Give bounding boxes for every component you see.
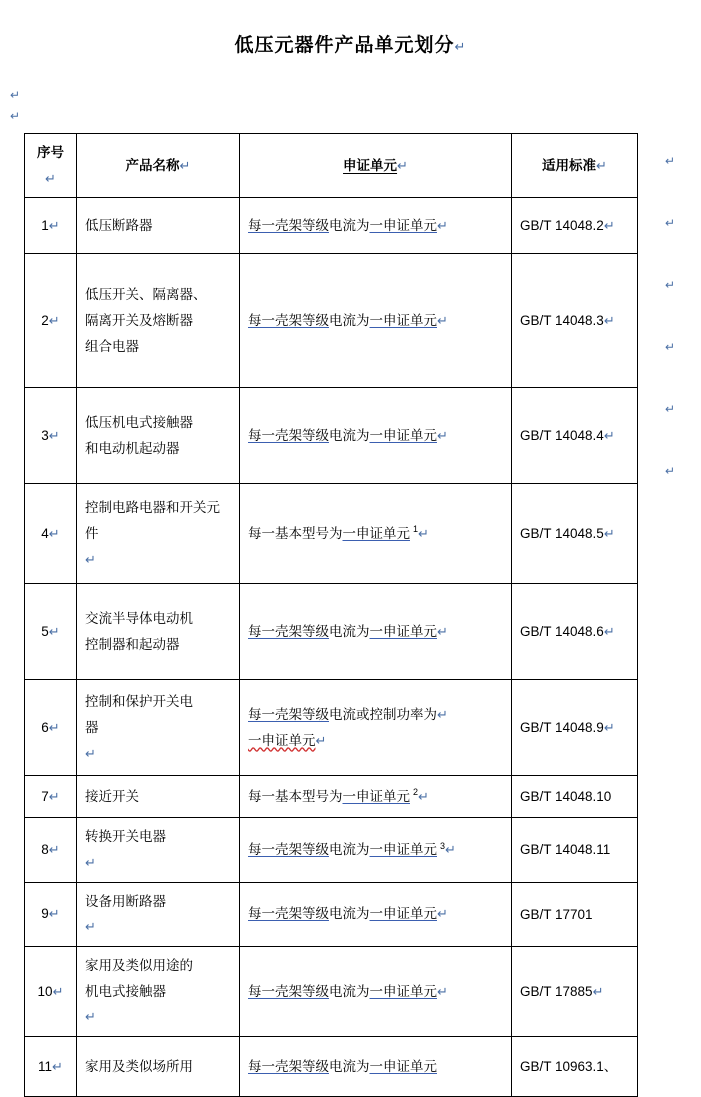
paragraph-mark: ↵: [10, 109, 21, 123]
row-no: 10↵: [25, 946, 77, 1036]
row-no: 6↵: [25, 680, 77, 776]
row-product-name: [77, 1036, 240, 1096]
unit-plain-pre: 每一基本型号为: [248, 525, 343, 541]
page-title-text: 低压元器件产品单元划分: [234, 35, 455, 56]
pilcrow-mark: ↵: [437, 217, 448, 233]
pilcrow-mark: ↵: [48, 525, 60, 541]
table-row: [25, 882, 638, 946]
row-unit: [240, 776, 512, 818]
pilcrow-mark: ↵: [48, 623, 60, 639]
right-margin-marks: [665, 130, 679, 502]
pilcrow-mark: ↵: [437, 427, 448, 443]
column-header-unit: [240, 134, 512, 198]
row-unit: [240, 946, 512, 1036]
row-product-name: [77, 484, 240, 584]
row-product-name: [77, 776, 240, 818]
unit-underlined-pre: 每一壳架等级: [248, 906, 329, 922]
product-name-line: 隔离开关及熔断器: [85, 313, 193, 328]
column-header-no-label: 序号: [37, 145, 64, 160]
product-name-line: 和电动机起动器: [85, 440, 180, 456]
product-name-line: 低压开关、隔离器、: [85, 287, 207, 303]
column-header-name-label: 产品名称: [125, 157, 180, 173]
row-standard: GB/T 14048.10: [512, 776, 638, 818]
table-row: [25, 484, 638, 584]
pilcrow-mark: ↵: [596, 157, 607, 173]
pilcrow-mark: ↵: [445, 842, 456, 858]
row-product-name: [77, 680, 240, 776]
pilcrow-mark: ↵: [603, 525, 615, 541]
paragraph-mark: ↵: [665, 340, 676, 354]
unit-mid: 电流为: [329, 1058, 370, 1074]
left-margin-marks: [10, 85, 24, 127]
row-standard: GB/T 14048.6↵: [512, 584, 638, 680]
pilcrow-mark: ↵: [85, 854, 96, 870]
row-no: 9↵: [25, 882, 77, 946]
table-row: [25, 584, 638, 680]
pilcrow-mark: ↵: [85, 551, 96, 567]
pilcrow-mark: ↵: [48, 906, 60, 922]
row-product-name: [77, 198, 240, 254]
row-unit: [240, 484, 512, 584]
table-row: [25, 776, 638, 818]
column-header-name: [77, 134, 240, 198]
row-unit: [240, 680, 512, 776]
table-row: [25, 1036, 638, 1096]
row-product-name: [77, 388, 240, 484]
row-no: 11↵: [25, 1036, 77, 1096]
row-product-name: [77, 882, 240, 946]
product-name-line: 低压机电式接触器: [85, 415, 193, 431]
row-unit: [240, 584, 512, 680]
paragraph-mark: ↵: [665, 402, 676, 416]
pilcrow-mark: ↵: [603, 312, 615, 328]
pilcrow-mark: ↵: [85, 1009, 96, 1025]
paragraph-mark: ↵: [665, 216, 676, 230]
unit-underlined-post: 一申证单元: [342, 788, 410, 804]
row-unit: [240, 254, 512, 388]
row-standard: GB/T 14048.4↵: [512, 388, 638, 484]
pilcrow-mark: ↵: [179, 157, 191, 173]
product-name-line: 设备用断路器: [85, 893, 166, 909]
unit-footnote-ref: 1: [413, 524, 419, 535]
unit-underlined-post: 一申证单元: [248, 732, 316, 748]
product-name-line: 低压断路器: [85, 218, 153, 233]
unit-underlined-post: 一申证单元: [369, 427, 437, 443]
row-unit: [240, 388, 512, 484]
table-row: [25, 198, 638, 254]
row-standard: GB/T 14048.9↵: [512, 680, 638, 776]
unit-mid: 电流为: [329, 623, 370, 639]
pilcrow-mark: ↵: [437, 983, 448, 999]
row-standard: GB/T 10963.1、: [512, 1036, 638, 1096]
pilcrow-mark: ↵: [437, 312, 448, 328]
product-name-line: 控制器和起动器: [85, 636, 180, 652]
unit-underlined-pre: 每一壳架等级: [248, 427, 329, 443]
unit-underlined-post: 一申证单元: [369, 842, 437, 858]
table-row: [25, 388, 638, 484]
row-no: 3↵: [25, 388, 77, 484]
pilcrow-mark: ↵: [454, 39, 467, 54]
row-no: 1↵: [25, 198, 77, 254]
unit-footnote-ref: 3: [440, 840, 446, 851]
product-unit-table: [24, 133, 638, 1097]
product-name-line: 机电式接触器: [85, 983, 166, 999]
row-product-name: [77, 946, 240, 1036]
product-unit-table-wrap: [24, 133, 637, 1097]
pilcrow-mark: ↵: [85, 745, 96, 761]
table-header-row: [25, 134, 638, 198]
unit-mid: 电流为: [329, 312, 370, 328]
row-standard: GB/T 14048.3↵: [512, 254, 638, 388]
unit-plain-pre: 每一基本型号为: [248, 788, 343, 804]
pilcrow-mark: ↵: [592, 983, 604, 999]
row-no: 2↵: [25, 254, 77, 388]
row-product-name: [77, 818, 240, 882]
pilcrow-mark: ↵: [48, 842, 60, 858]
pilcrow-mark: ↵: [437, 906, 448, 922]
pilcrow-mark: ↵: [437, 623, 448, 639]
unit-mid: 电流为: [329, 983, 370, 999]
unit-underlined-pre: 每一壳架等级: [248, 312, 329, 328]
row-no: 5↵: [25, 584, 77, 680]
product-name-line: 件: [85, 525, 99, 541]
unit-underlined-post: 一申证单元: [369, 983, 437, 999]
pilcrow-mark: ↵: [48, 427, 60, 443]
paragraph-mark: ↵: [665, 464, 676, 478]
unit-underlined-pre: 每一壳架等级: [248, 217, 329, 233]
pilcrow-mark: ↵: [85, 919, 96, 935]
unit-underlined-pre: 每一壳架等级: [248, 623, 329, 639]
paragraph-mark: ↵: [665, 278, 676, 292]
row-standard: GB/T 17701: [512, 882, 638, 946]
row-standard: GB/T 14048.5↵: [512, 484, 638, 584]
row-unit: [240, 818, 512, 882]
table-row: [25, 254, 638, 388]
row-unit: [240, 882, 512, 946]
row-standard: GB/T 17885↵: [512, 946, 638, 1036]
pilcrow-mark: ↵: [45, 170, 56, 186]
product-name-line: 组合电器: [85, 338, 139, 354]
row-product-name: [77, 584, 240, 680]
product-name-line: 家用及类似场所用: [85, 1058, 193, 1074]
row-unit: [240, 1036, 512, 1096]
column-header-unit-label: 申证单元: [343, 157, 398, 173]
pilcrow-mark: ↵: [315, 732, 327, 748]
unit-underlined-post: 一申证单元: [369, 312, 437, 328]
product-name-line: 家用及类似用途的: [85, 957, 193, 973]
product-name-line: 接近开关: [85, 789, 139, 804]
table-row: [25, 946, 638, 1036]
unit-underlined-post: 一申证单元: [369, 906, 437, 922]
row-product-name: [77, 254, 240, 388]
unit-underlined-post: 一申证单元: [369, 1058, 437, 1074]
pilcrow-mark: ↵: [52, 983, 64, 999]
row-no: 4↵: [25, 484, 77, 584]
unit-underlined-post: 一申证单元: [342, 525, 410, 541]
row-no: 7↵: [25, 776, 77, 818]
unit-underlined-pre: 每一壳架等级: [248, 1058, 329, 1074]
pilcrow-mark: ↵: [397, 157, 408, 173]
product-name-line: 转换开关电器: [85, 829, 166, 845]
unit-footnote-ref: 2: [413, 787, 419, 798]
pilcrow-mark: ↵: [418, 525, 429, 541]
pilcrow-mark: ↵: [48, 788, 60, 804]
page-title: [0, 30, 701, 57]
pilcrow-mark: ↵: [418, 788, 429, 804]
unit-underlined-pre: 每一壳架等级: [248, 707, 329, 723]
pilcrow-mark: ↵: [603, 427, 615, 443]
product-name-line: 交流半导体电动机: [85, 611, 193, 627]
paragraph-mark: ↵: [665, 154, 676, 168]
column-header-standard: [512, 134, 638, 198]
unit-underlined-pre: 每一壳架等级: [248, 983, 329, 999]
paragraph-mark: ↵: [10, 88, 21, 102]
pilcrow-mark: ↵: [603, 623, 615, 639]
pilcrow-mark: ↵: [52, 1058, 63, 1074]
row-no: 8↵: [25, 818, 77, 882]
pilcrow-mark: ↵: [48, 217, 60, 233]
pilcrow-mark: ↵: [603, 719, 615, 735]
product-name-line: 控制电路电器和开关元: [85, 500, 220, 516]
column-header-standard-label: 适用标准: [542, 157, 597, 173]
product-name-line: 器: [85, 719, 99, 735]
column-header-no: [25, 134, 77, 198]
unit-mid: 电流为: [329, 217, 370, 233]
pilcrow-mark: ↵: [48, 312, 60, 328]
unit-mid: 电流为: [329, 842, 370, 858]
pilcrow-mark: ↵: [437, 707, 448, 723]
unit-underlined-pre: 每一壳架等级: [248, 842, 329, 858]
unit-underlined-post: 一申证单元: [369, 623, 437, 639]
table-row: [25, 818, 638, 882]
unit-underlined-post: 一申证单元: [369, 217, 437, 233]
row-unit: [240, 198, 512, 254]
unit-mid: 电流或控制功率为: [329, 707, 437, 723]
unit-mid: 电流为: [329, 906, 370, 922]
product-name-line: 控制和保护开关电: [85, 694, 193, 710]
pilcrow-mark: ↵: [48, 719, 60, 735]
row-standard: GB/T 14048.11: [512, 818, 638, 882]
table-row: [25, 680, 638, 776]
unit-mid: 电流为: [329, 427, 370, 443]
row-standard: GB/T 14048.2↵: [512, 198, 638, 254]
pilcrow-mark: ↵: [603, 217, 615, 233]
